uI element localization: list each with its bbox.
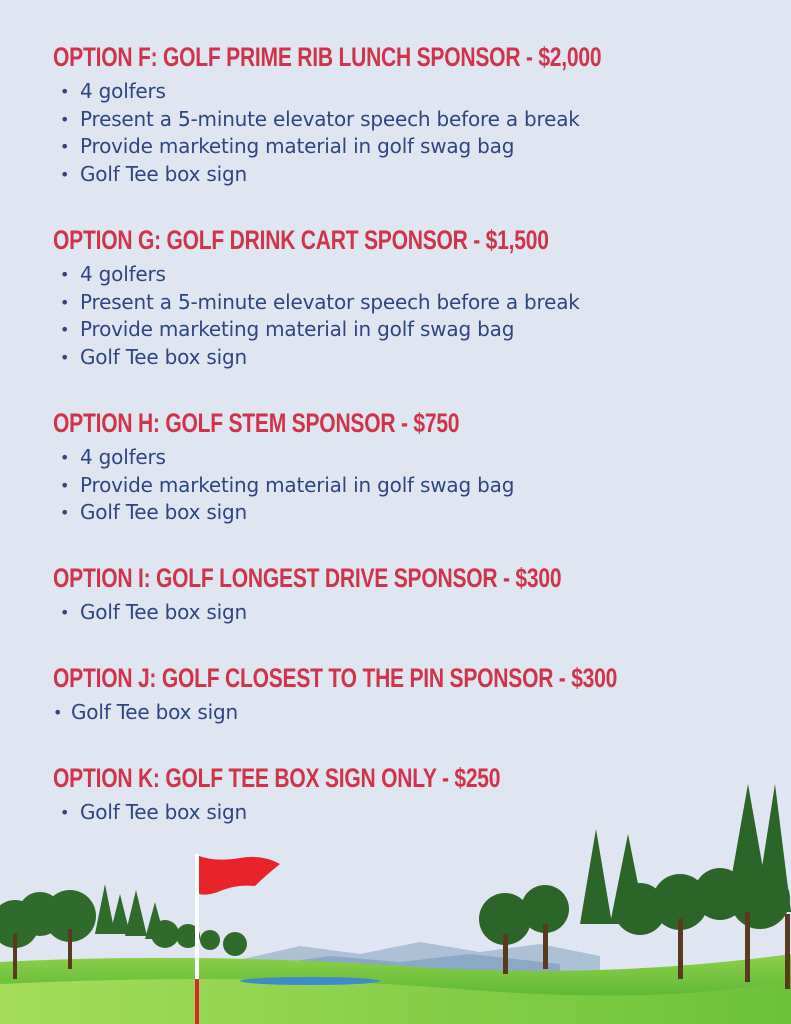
- list-item: • Golf Tee box sign: [53, 699, 773, 727]
- option-h: [53, 406, 773, 527]
- option-i-benefits: [53, 599, 773, 627]
- list-item: • 4 golfers: [53, 78, 773, 106]
- list-item: • Golf Tee box sign: [53, 799, 773, 827]
- option-i-title: OPTION I: GOLF LONGEST DRIVE SPONSOR - $300: [53, 563, 562, 593]
- option-j-title: OPTION J: GOLF CLOSEST TO THE PIN SPONSOR - $300: [53, 663, 618, 693]
- option-f-title: OPTION F: GOLF PRIME RIB LUNCH SPONSOR - $2,000: [53, 42, 602, 72]
- list-item: • Provide marketing material in golf swag bag: [53, 133, 773, 161]
- list-item: • Present a 5-minute elevator speech before a break: [53, 106, 773, 134]
- list-item: • 4 golfers: [53, 261, 773, 289]
- list-item: • Golf Tee box sign: [53, 499, 773, 527]
- option-h-title: OPTION H: GOLF STEM SPONSOR - $750: [53, 408, 460, 438]
- list-item: • Present a 5-minute elevator speech before a break: [53, 289, 773, 317]
- list-item: • Provide marketing material in golf swag bag: [53, 316, 773, 344]
- pond-icon: [240, 977, 380, 985]
- list-item: • Golf Tee box sign: [53, 161, 773, 189]
- option-h-benefits: [53, 444, 773, 527]
- option-g: [53, 223, 773, 371]
- option-f: [53, 40, 773, 188]
- option-j-benefits: [53, 699, 773, 727]
- list-item: • Golf Tee box sign: [53, 344, 773, 372]
- option-k-title: OPTION K: GOLF TEE BOX SIGN ONLY - $250: [53, 763, 501, 793]
- list-item: • Golf Tee box sign: [53, 599, 773, 627]
- option-g-title: OPTION G: GOLF DRINK CART SPONSOR - $1,500: [53, 225, 549, 255]
- list-item: • 4 golfers: [53, 444, 773, 472]
- option-f-benefits: [53, 78, 773, 188]
- option-i: [53, 561, 773, 627]
- list-item: • Provide marketing material in golf swag bag: [53, 472, 773, 500]
- golf-course-illustration: [0, 784, 791, 1024]
- option-j: [53, 661, 773, 727]
- option-g-benefits: [53, 261, 773, 371]
